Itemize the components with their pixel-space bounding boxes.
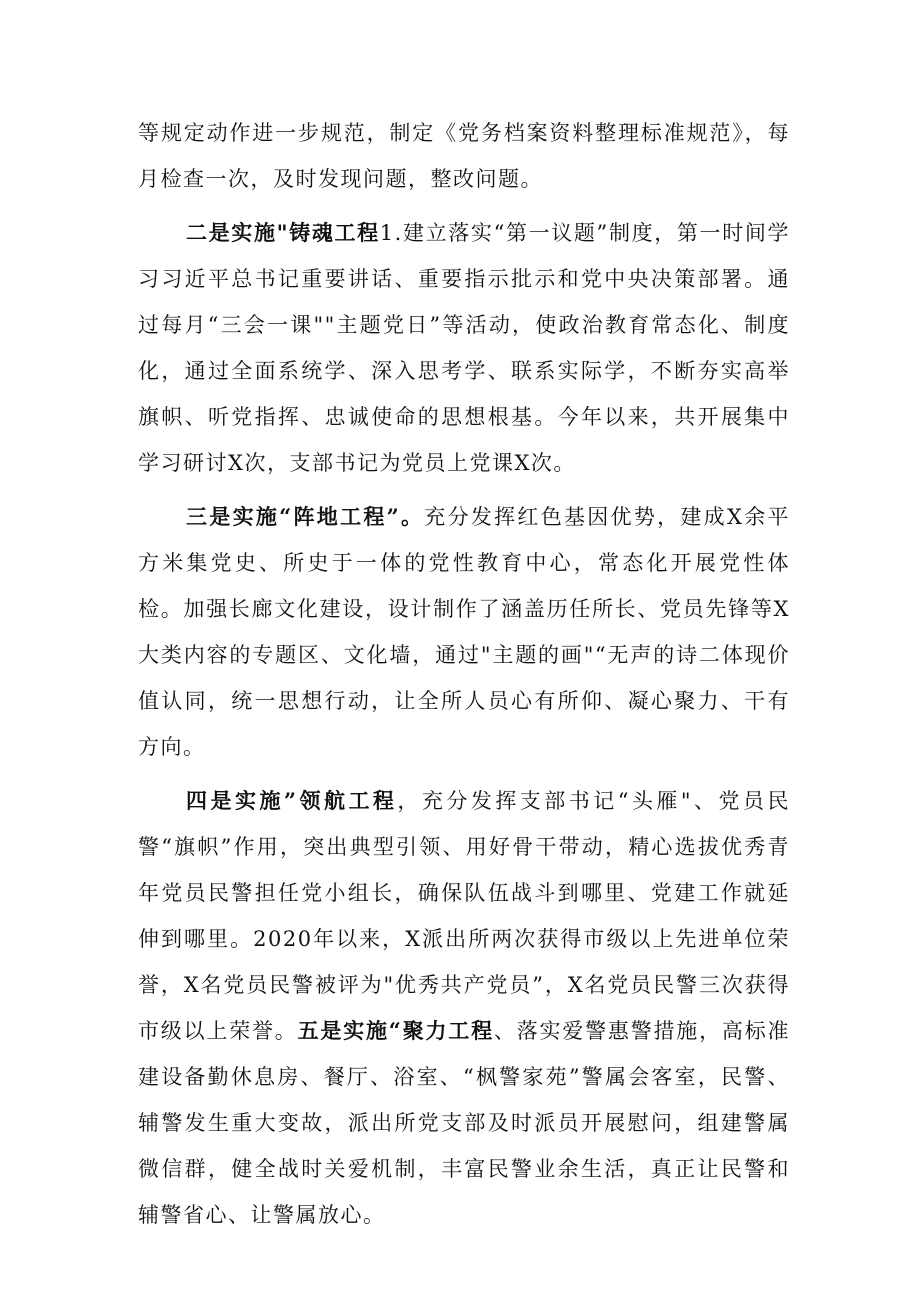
paragraph-heading: 二是实施"铸魂工程	[186, 220, 380, 245]
paragraph-text: 1.建立落实“第一议题”制度，第一时间学习习近平总书记重要讲话、重要指示批示和党中央决策部署。通过每月“三会一课""主题党日”等活动，使政治教育常态化、制度化，通过全面系统学、深入思考学、联系实际学，不断夯实高举旗帜、听党指挥、忠诚使命的思想根基。今年以来，共开展集中学习研讨X次，支部书记为党员上党课X次。	[138, 221, 790, 475]
paragraph-heading: 四是实施”领航工程	[186, 788, 398, 813]
paragraph-3	[138, 494, 790, 770]
paragraph-2	[138, 210, 790, 486]
paragraph-heading: 三是实施“阵地工程”。	[186, 504, 425, 529]
paragraph-text: 等规定动作进一步规范，制定《党务档案资料整理标准规范》，每月检查一次，及时发现问题，整改问题。	[138, 121, 790, 191]
paragraph-text: ，充分发挥支部书记“头雁"、党员民警“旗帜”作用，突出典型引领、用好骨干带动，精心选拔优秀青年党员民警担任党小组长，确保队伍战斗到哪里、党建工作就延伸到哪里。2020年以来，X派出所两次获得市级以上先进单位荣誉，X名党员民警被评为"优秀共产党员”，X名党员民警三次获得市级以上荣誉。	[138, 789, 790, 1043]
paragraph-heading: 五是实施“聚力工程	[297, 1018, 494, 1043]
paragraph-4	[138, 778, 790, 1238]
paragraph-text: 、落实爱警惠警措施，高标准建设备勤休息房、餐厅、浴室、“枫警家苑”警属会客室，民警、辅警发生重大变故，派出所党支部及时派员开展慰问，组建警属微信群，健全战时关爱机制，丰富民警业余生活，真正让民警和辅警省心、让警属放心。	[138, 1019, 790, 1227]
document-body	[138, 110, 790, 1246]
paragraph-1	[138, 110, 790, 202]
paragraph-text: 充分发挥红色基因优势，建成X余平方米集党史、所史于一体的党性教育中心，常态化开展党性体检。加强长廊文化建设，设计制作了涵盖历任所长、党员先锋等X大类内容的专题区、文化墙，通过"主题的画"“无声的诗二体现价值认同，统一思想行动，让全所人员心有所仰、凝心聚力、干有方向。	[138, 505, 790, 759]
